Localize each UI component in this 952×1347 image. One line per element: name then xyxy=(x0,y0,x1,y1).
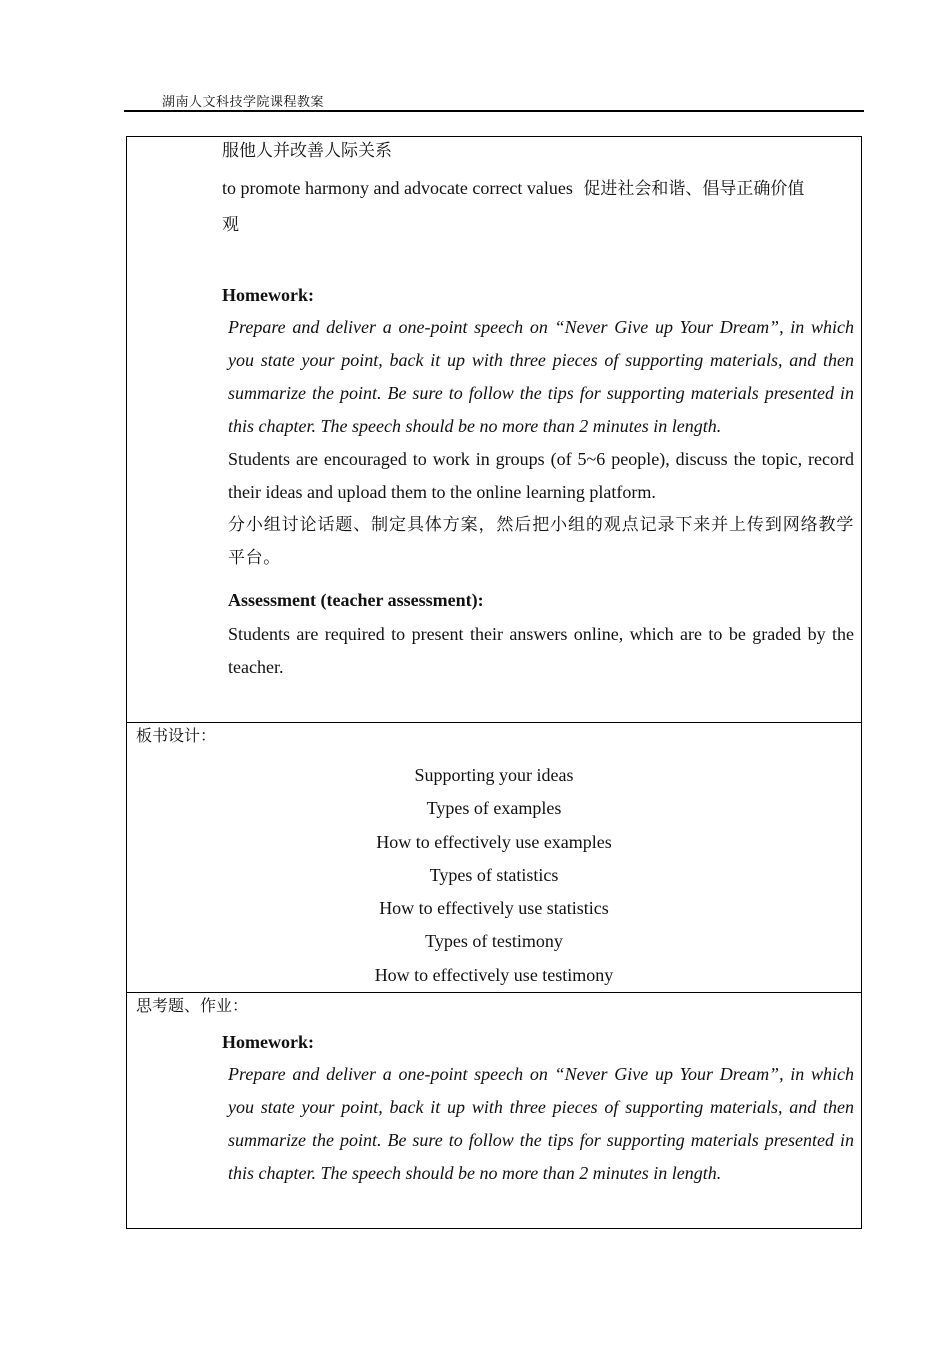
group-work-text-cn: 分小组讨论话题、制定具体方案，然后把小组的观点记录下来并上传到网络教学平台。 xyxy=(228,515,854,568)
blackboard-outline xyxy=(127,759,861,992)
assessment-heading: Assessment (teacher assessment): xyxy=(228,590,484,610)
homework-heading: Homework: xyxy=(222,285,314,305)
objective-text-cn-continued: 观 xyxy=(222,215,239,235)
homework-heading-2: Homework: xyxy=(222,1032,314,1052)
header-rule xyxy=(124,110,864,112)
page-header-institution: 湖南人文科技学院课程教案 xyxy=(162,94,325,109)
outline-item: How to effectively use statistics xyxy=(379,898,609,919)
blackboard-design-label: 板书设计： xyxy=(136,726,217,745)
questions-homework-cell xyxy=(127,992,861,1228)
teaching-process-cell xyxy=(127,137,861,722)
objective-text-cn: 促进社会和谐、倡导正确价值 xyxy=(583,179,805,199)
questions-homework-label: 思考题、作业： xyxy=(136,996,249,1015)
objective-line xyxy=(222,177,804,200)
outline-item: Types of statistics xyxy=(429,864,559,885)
outline-item: How to effectively use testimony xyxy=(374,964,614,985)
objective-text-en: to promote harmony and advocate correct values xyxy=(222,178,573,198)
lesson-plan-table xyxy=(126,136,862,1229)
group-work-text: Students are encouraged to work in groups (of 5~6 people), discuss the topic, record their ideas and upload them to the online learning platform. xyxy=(228,449,854,502)
outline-item: Types of examples xyxy=(426,798,562,819)
outline-item: How to effectively use examples xyxy=(376,831,612,852)
assessment-text: Students are required to present their answers online, which are to be graded by the teacher. xyxy=(228,624,854,677)
blackboard-design-cell xyxy=(127,722,861,992)
homework-text xyxy=(228,311,854,443)
outline-item: Supporting your ideas xyxy=(414,765,574,785)
continued-text-cn: 服他人并改善人际关系 xyxy=(222,141,392,161)
homework-text-2: Prepare and deliver a one-point speech on “Never Give up Your Dream”, in which you state your point, back it up with three pieces of supporting materials, and then summarize the point. Be sure to follow the tips for supporting materials presented in this chapter. The speech should be no more than 2 minutes in length. xyxy=(228,1064,854,1183)
homework-paragraph: Prepare and deliver a one-point speech on “Never Give up Your Dream”, in which you state your point, back it up with three pieces of supporting materials, and then summarize the point. Be sure to follow the tips for supporting materials presented in this chapter. The speech should be no more than 2 minutes in length. xyxy=(228,317,854,436)
outline-item: Types of testimony xyxy=(425,931,563,952)
